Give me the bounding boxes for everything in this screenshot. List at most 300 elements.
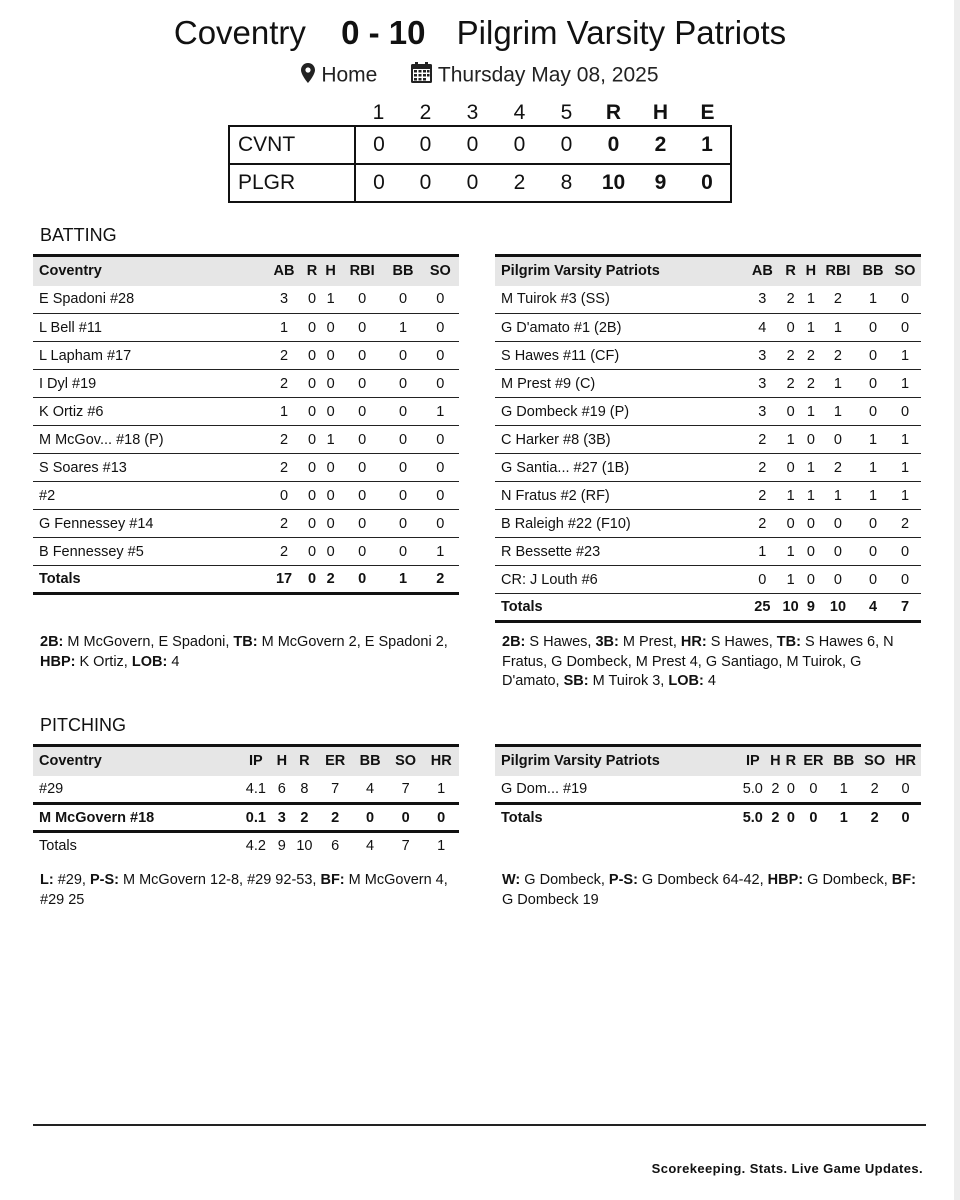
stat-cell: 2 [265,538,302,566]
stat-cell: 0 [803,538,819,566]
inning-score: 0 [543,126,590,164]
stat-cell: 7 [889,594,921,622]
stat-cell: 1 [423,776,459,804]
team-column-header: Coventry [33,746,239,776]
stat-cell: 2 [870,810,879,827]
stat-cell: 0 [857,314,889,342]
batting-section-label: BATTING [40,225,117,245]
stat-column-header: HR [890,746,921,776]
inning-header: 2 [419,100,432,124]
table-row [495,426,921,454]
note-value: M Prest, [618,634,681,650]
stat-cell: 0 [889,314,921,342]
team-column-header: Pilgrim Varsity Patriots [495,256,746,286]
inning-header: 4 [513,100,526,124]
pitching-table-home [495,744,921,832]
line-score-row-home [229,164,731,202]
player-name: G Dombeck #19 (P) [495,398,746,426]
batting-notes-home [502,633,922,692]
inning-header: 1 [372,100,385,124]
stat-column-header: H [768,746,783,776]
stat-cell: 0 [786,810,795,827]
table-row [33,804,459,832]
stat-cell: 0 [321,314,340,342]
stat-cell: 0 [340,398,384,426]
stat-cell: 1 [803,398,819,426]
stat-column-header: BB [857,256,889,286]
pitching-notes-away [40,871,460,910]
stat-cell: 0 [340,510,384,538]
inning-score: 0 [355,126,402,164]
stat-cell: 3 [746,398,778,426]
player-name: L Bell #11 [33,314,265,342]
errors-header: E [700,100,715,124]
table-row [33,426,459,454]
note-value: G Dombeck, [520,872,609,888]
stat-cell: 0 [303,566,322,594]
stat-cell: 2 [291,804,318,832]
player-name: B Raleigh #22 (F10) [495,510,746,538]
stat-column-header: ER [318,746,352,776]
stat-cell: 2 [318,804,352,832]
final-score: 0 - 10 [341,14,426,51]
stat-cell: 0 [321,398,340,426]
runs-header: R [605,100,622,124]
player-name: L Lapham #17 [33,342,265,370]
stat-cell: 1 [803,314,819,342]
stat-cell: 0 [384,370,421,398]
stat-cell: 1 [422,538,459,566]
stat-cell: 1 [437,838,446,855]
stat-cell: 0 [303,426,322,454]
game-date: Thursday May 08, 2025 [437,63,659,87]
stat-cell: 10 [819,594,857,622]
line-score [228,100,732,203]
player-name: N Fratus #2 (RF) [495,482,746,510]
totals-row [33,832,459,860]
note-key: LOB: [131,653,168,670]
stat-cell: 9 [803,594,819,622]
table-header-row [495,746,921,776]
stat-cell: 0 [265,482,302,510]
stat-cell: 1 [746,538,778,566]
note-key: TB: [233,634,258,650]
pitching-section-label: PITCHING [40,715,127,735]
player-name: M McGov... #18 (P) [33,426,265,454]
stat-cell: 1 [803,482,819,510]
game-title [0,14,960,52]
stat-cell: 7 [318,776,352,804]
stat-cell: 2 [265,342,302,370]
stat-cell: 0 [384,342,421,370]
stat-cell: 1 [778,426,803,454]
note-value: #29, [53,872,90,888]
stat-cell: 0 [857,342,889,370]
totals-label: Totals [33,566,265,594]
stat-cell: 0 [889,286,921,314]
table-row [33,454,459,482]
team-abbrev: PLGR [229,164,355,202]
stat-column-header: H [273,746,291,776]
stat-cell: 10 [296,838,313,855]
stat-cell: 0 [803,566,819,594]
stat-cell: 5.0 [738,776,768,804]
stat-column-header: IP [239,746,273,776]
note-value: G Dombeck 19 [502,891,599,908]
table-row [495,286,921,314]
batting-notes-away [40,633,460,672]
note-key: W: [502,872,521,888]
stat-cell: 2 [771,810,780,827]
player-name: G D'amato #1 (2B) [495,314,746,342]
stat-cell: 2 [778,370,803,398]
stat-cell: 0 [340,314,384,342]
note-key: 2B: [40,634,64,650]
inning-score: 0 [355,164,402,202]
stat-cell: 0 [321,510,340,538]
table-row [33,342,459,370]
stat-column-header: SO [859,746,890,776]
player-name: G Santia... #27 (1B) [495,454,746,482]
stat-cell: 0 [303,342,322,370]
stat-cell: 17 [265,566,302,594]
stat-cell: 0 [783,776,798,804]
stat-cell: 4 [857,594,889,622]
total-hits: 2 [637,126,684,164]
note-key: HBP: [40,653,76,670]
note-key: 2B: [502,634,526,650]
player-name: CR: J Louth #6 [495,566,746,594]
stat-cell: 2 [746,482,778,510]
stat-cell: 0 [303,314,322,342]
stat-cell: 0 [384,510,421,538]
stat-cell: 0 [388,804,424,832]
stat-cell: 1 [384,566,421,594]
stat-cell: 0 [889,398,921,426]
table-header-row [495,256,921,286]
stat-cell: 0 [778,510,803,538]
stat-cell: 0 [340,370,384,398]
stat-cell: 0.1 [239,804,273,832]
pitching-notes-home [502,871,922,910]
stat-cell: 0 [857,538,889,566]
player-name: C Harker #8 (3B) [495,426,746,454]
stat-cell: 0 [809,810,818,827]
note-key: LOB: [668,673,704,689]
note-key: L: [40,872,54,888]
stat-cell: 5.0 [742,810,763,827]
inning-score: 0 [402,164,449,202]
stat-cell: 0 [321,370,340,398]
stat-cell: 0 [889,566,921,594]
stat-cell: 0 [422,286,459,314]
stat-cell: 2 [803,342,819,370]
stat-column-header: R [783,746,798,776]
totals-row [495,804,921,832]
stat-column-header: RBI [819,256,857,286]
stat-column-header: AB [746,256,778,286]
player-name: R Bessette #23 [495,538,746,566]
away-team-name: Coventry [173,14,306,51]
table-row [495,482,921,510]
stat-cell: 7 [401,838,410,855]
player-name: #29 [33,776,239,804]
player-name: E Spadoni #28 [33,286,265,314]
stat-cell: 0 [422,426,459,454]
stat-cell: 0 [422,454,459,482]
stat-cell: 3 [746,342,778,370]
stat-cell: 1 [819,398,857,426]
frame-edge [954,0,960,1200]
stat-cell: 2 [803,370,819,398]
stat-cell: 0 [857,566,889,594]
note-key: 3B: [595,634,619,650]
stat-cell: 1 [321,286,340,314]
stat-cell: 1 [803,454,819,482]
stat-cell: 6 [273,776,291,804]
stat-column-header: BB [384,256,421,286]
stat-cell: 1 [265,398,302,426]
stat-column-header: SO [422,256,459,286]
player-name: K Ortiz #6 [33,398,265,426]
stat-cell: 0 [889,538,921,566]
stat-cell: 1 [857,426,889,454]
table-row [495,776,921,804]
stat-cell: 2 [819,454,857,482]
stat-cell: 0 [303,370,322,398]
note-value: M Tuirok 3, [588,673,669,689]
stat-cell: 2 [321,566,340,594]
total-hits: 9 [637,164,684,202]
stat-cell: 1 [819,482,857,510]
stat-cell: 2 [768,776,783,804]
stat-cell: 0 [778,314,803,342]
stat-cell: 2 [422,566,459,594]
table-row [495,370,921,398]
location-pin-icon [301,63,315,89]
inning-score: 0 [402,126,449,164]
stat-cell: 7 [388,776,424,804]
hits-header: H [652,100,669,124]
stat-cell: 0 [303,482,322,510]
stat-cell: 3 [746,286,778,314]
team-column-header: Pilgrim Varsity Patriots [495,746,738,776]
table-row [495,566,921,594]
stat-cell: 2 [265,370,302,398]
stat-cell: 10 [778,594,803,622]
stat-cell: 0 [321,342,340,370]
footer-tagline: Scorekeeping. Stats. Live Game Updates. [651,1161,923,1176]
table-header-row [33,256,459,286]
stat-cell: 2 [746,454,778,482]
stat-cell: 1 [857,482,889,510]
note-value: S Hawes, [525,634,596,650]
total-runs: 10 [590,164,637,202]
inning-score: 8 [543,164,590,202]
stat-column-header: HR [423,746,459,776]
player-name: #2 [33,482,265,510]
table-row [495,398,921,426]
total-runs: 0 [590,126,637,164]
calendar-icon [411,62,432,89]
note-key: HBP: [767,872,804,888]
stat-cell: 1 [889,342,921,370]
stat-cell: 0 [422,482,459,510]
stat-cell: 2 [859,776,890,804]
stat-cell: 0 [384,398,421,426]
stat-cell: 2 [778,342,803,370]
table-row [495,538,921,566]
stat-column-header: AB [265,256,302,286]
table-row [33,482,459,510]
stat-cell: 0 [803,510,819,538]
stat-cell: 0 [352,804,388,832]
stat-cell: 1 [828,776,859,804]
stat-cell: 2 [819,286,857,314]
stat-cell: 0 [384,482,421,510]
inning-score: 0 [449,126,496,164]
stat-cell: 1 [889,370,921,398]
stat-cell: 1 [889,454,921,482]
total-errors: 0 [684,164,731,202]
stat-cell: 1 [321,426,340,454]
stat-cell: 1 [889,482,921,510]
note-value: K Ortiz, [75,653,132,670]
stat-cell: 0 [857,370,889,398]
stat-cell: 0 [340,286,384,314]
pitching-table-away [33,744,459,860]
stat-cell: 0 [422,370,459,398]
stat-cell: 0 [303,538,322,566]
totals-row [33,566,459,594]
game-meta [0,62,960,89]
table-row [495,314,921,342]
stat-cell: 0 [857,398,889,426]
total-errors: 1 [684,126,731,164]
home-team-name: Pilgrim Varsity Patriots [456,14,787,51]
stat-cell: 9 [277,838,286,855]
note-value: M McGovern 2, E Spadoni 2, [257,634,448,650]
note-value: S Hawes, [706,634,777,650]
stat-cell: 0 [857,510,889,538]
note-value: S Hawes 6, N Fratus, G Dombeck, M Prest 4, G Santiago, M Tuirok, G D'amato, [502,634,894,689]
stat-column-header: R [303,256,322,286]
stat-cell: 1 [819,314,857,342]
stat-cell: 6 [331,838,340,855]
stat-cell: 4.1 [239,776,273,804]
note-key: SB: [563,673,589,689]
footer-divider [33,1124,926,1126]
table-row [33,538,459,566]
stat-cell: 0 [799,776,829,804]
note-value: M McGovern 12-8, #29 92-53, [118,872,321,888]
stat-cell: 0 [422,510,459,538]
inning-header: 5 [560,100,573,124]
stat-cell: 0 [384,454,421,482]
note-value: M McGovern 4, #29 25 [40,872,448,908]
inning-header: 3 [466,100,479,124]
table-row [495,454,921,482]
stat-column-header: SO [388,746,424,776]
note-value: 4 [167,653,180,670]
stat-cell: 0 [819,566,857,594]
player-name: G Fennessey #14 [33,510,265,538]
stat-column-header: SO [889,256,921,286]
table-row [33,776,459,804]
batting-table-away [33,254,459,595]
stat-cell: 0 [340,482,384,510]
stat-column-header: ER [799,746,829,776]
stat-cell: 2 [778,286,803,314]
stat-cell: 1 [819,370,857,398]
table-row [33,510,459,538]
stat-column-header: RBI [340,256,384,286]
stat-column-header: IP [738,746,768,776]
player-name: M Tuirok #3 (SS) [495,286,746,314]
stat-cell: 1 [422,398,459,426]
note-key: HR: [680,634,707,650]
table-row [33,398,459,426]
team-column-header: Coventry [33,256,265,286]
note-key: BF: [320,872,345,888]
note-value: G Dombeck, [803,872,892,888]
stat-column-header: BB [828,746,859,776]
note-key: P-S: [608,872,638,888]
stat-cell: 0 [340,426,384,454]
note-value: G Dombeck 64-42, [637,872,768,888]
table-row [33,314,459,342]
stat-cell: 1 [857,286,889,314]
totals-label: Totals [39,838,77,855]
stat-cell: 1 [778,482,803,510]
stat-cell: 0 [778,454,803,482]
table-row [495,510,921,538]
stat-cell: 1 [265,314,302,342]
stat-cell: 0 [321,538,340,566]
stat-cell: 1 [803,286,819,314]
stat-cell: 0 [384,426,421,454]
stat-cell: 4 [746,314,778,342]
table-row [495,342,921,370]
stat-cell: 25 [746,594,778,622]
stat-cell: 0 [803,426,819,454]
stat-cell: 8 [291,776,318,804]
totals-row [495,594,921,622]
note-value: 4 [703,673,716,689]
stat-cell: 0 [340,454,384,482]
stat-cell: 2 [265,426,302,454]
player-name: S Hawes #11 (CF) [495,342,746,370]
stat-cell: 0 [746,566,778,594]
stat-cell: 3 [273,804,291,832]
stat-cell: 0 [384,286,421,314]
stat-cell: 3 [265,286,302,314]
stat-cell: 0 [778,398,803,426]
location-label: Home [321,63,378,87]
inning-score: 0 [449,164,496,202]
player-name: M McGovern #18 [33,804,239,832]
stat-cell: 0 [901,810,910,827]
player-name: B Fennessey #5 [33,538,265,566]
stat-cell: 0 [423,804,459,832]
stat-cell: 0 [422,314,459,342]
table-row [33,286,459,314]
table-row [33,370,459,398]
inning-score: 0 [496,126,543,164]
stat-cell: 4 [352,776,388,804]
stat-cell: 0 [819,510,857,538]
stat-column-header: BB [352,746,388,776]
